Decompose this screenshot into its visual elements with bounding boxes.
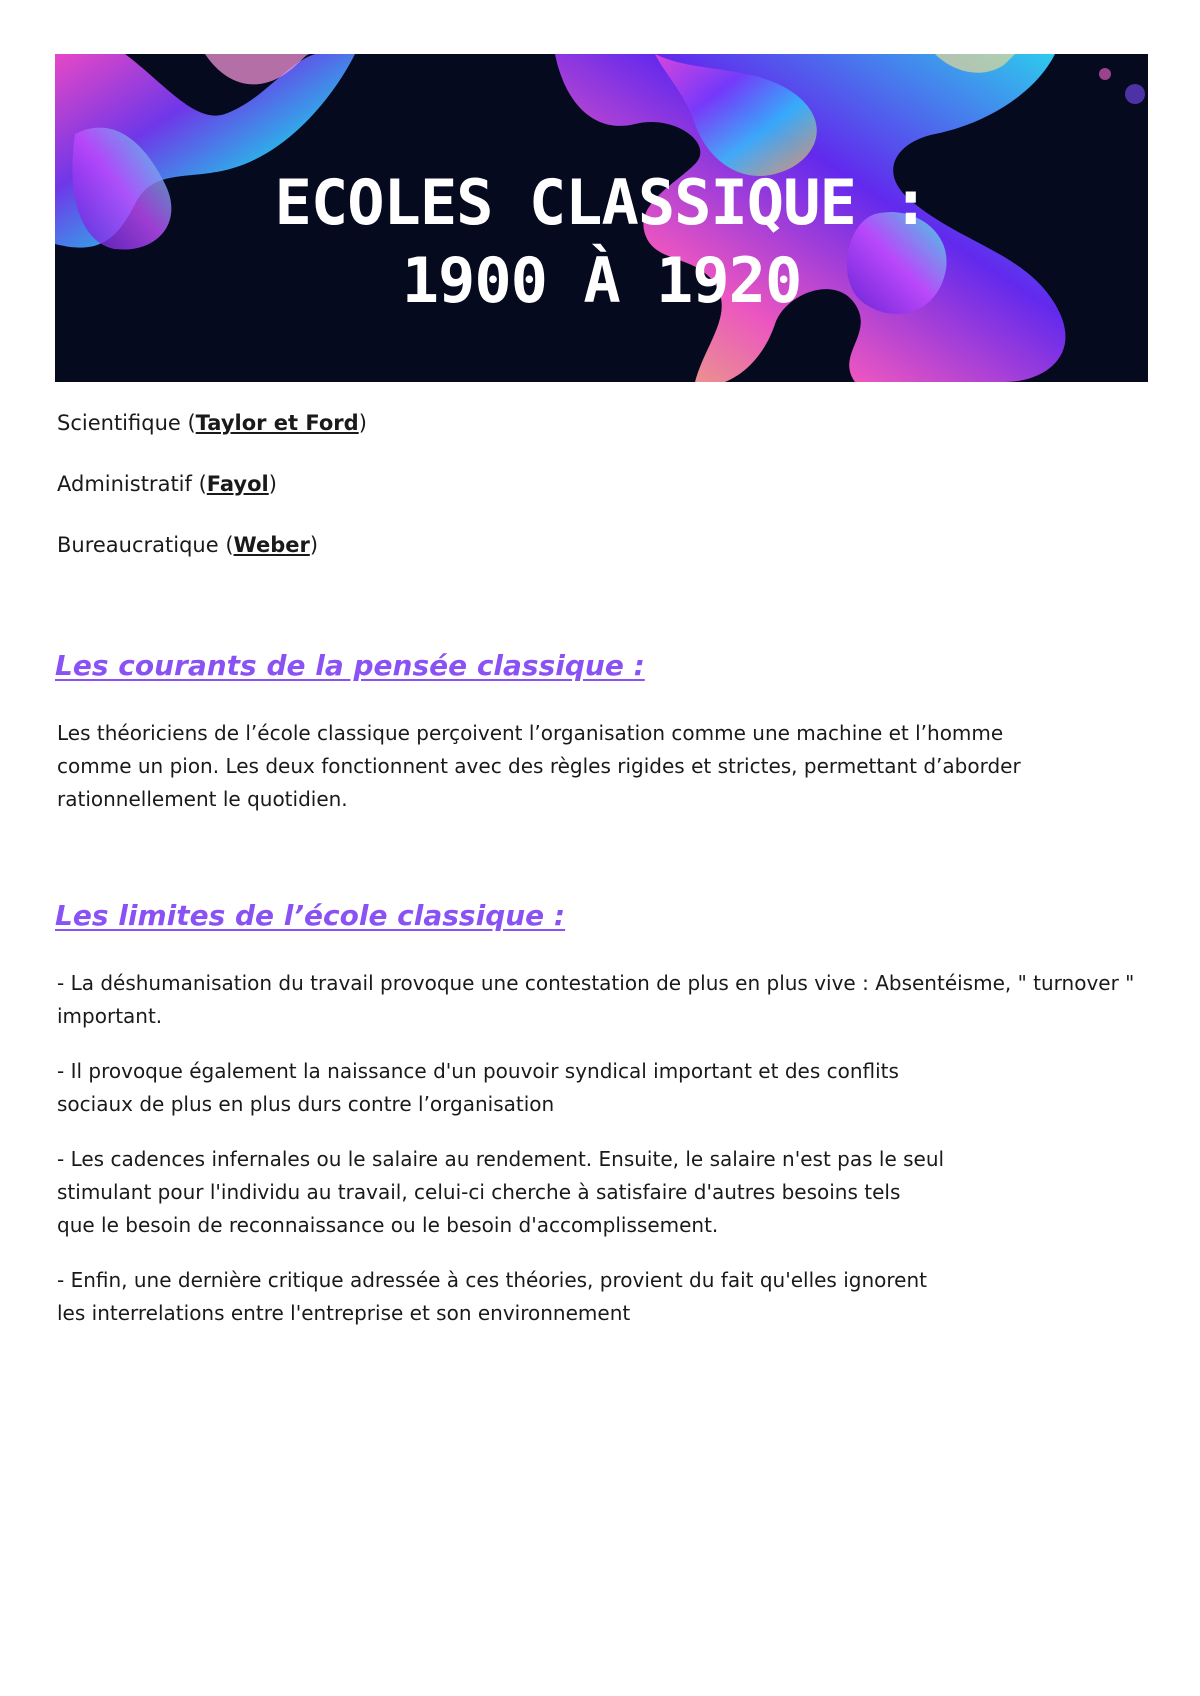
- section-heading-courants: Les courants de la pensée classique :: [55, 649, 645, 682]
- school-item-bureaucratique: Bureaucratique (Weber): [57, 533, 319, 557]
- limit-item: - Il provoque également la naissance d'un pouvoir syndical important et des conflits sociaux de plus en plus durs contre l’organisation: [57, 1059, 899, 1116]
- page-title: [55, 164, 1148, 320]
- school-item-administratif: Administratif (Fayol): [57, 472, 277, 496]
- title-line-1: ECOLES CLASSIQUE :: [274, 166, 929, 239]
- title-line-2: 1900 À 1920: [401, 244, 802, 317]
- section-heading-limites: Les limites de l’école classique :: [55, 899, 566, 932]
- limit-item: - Enfin, une dernière critique adressée à ces théories, provient du fait qu'elles ignorent les interrelations entre l'entreprise et son environnement: [57, 1268, 927, 1325]
- section-courants-text: Les théoriciens de l’école classique perçoivent l’organisation comme une machine et l’homme comme un pion. Les deux fonctionnent avec des règles rigides et strictes, permettant d’aborder rationnellement le quotidien.: [57, 721, 1021, 811]
- schools-list: [57, 406, 1137, 589]
- school-author: Weber: [233, 533, 310, 557]
- school-author: Taylor et Ford: [195, 411, 359, 435]
- limit-item: - La déshumanisation du travail provoque une contestation de plus en plus vive : Absentéisme, " turnover " important.: [57, 971, 1135, 1028]
- limits-list: [57, 967, 1147, 1352]
- limit-item: - Les cadences infernales ou le salaire au rendement. Ensuite, le salaire n'est pas le seul stimulant pour l'individu au travail, celui-ci cherche à satisfaire d'autres besoins tels que le besoin de reconnaissance ou le besoin d'accomplissement.: [57, 1147, 945, 1237]
- header-banner: [55, 54, 1148, 382]
- school-author: Fayol: [206, 472, 269, 496]
- school-item-scientifique: Scientifique (Taylor et Ford): [57, 411, 367, 435]
